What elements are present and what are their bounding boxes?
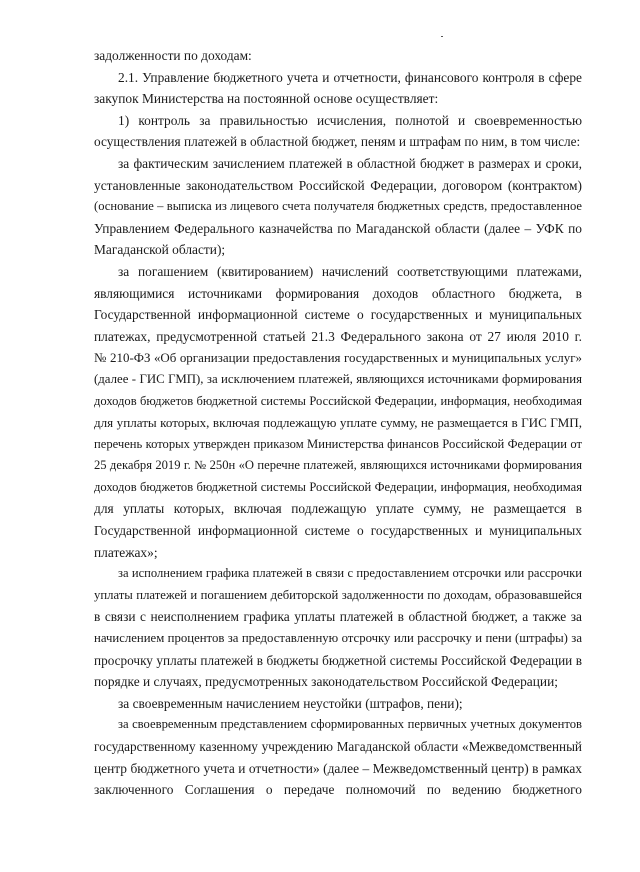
document-line: за фактическим зачислением платежей в областной бюджет в размерах и сроки, [118,155,582,171]
document-line: задолженности по доходам: [94,48,252,63]
document-line: за погашением (квитированием) начислений соответствующими платежами, [118,263,582,279]
document-line: Магаданской области); [94,242,226,258]
document-line: заключенного Соглашения о передаче полномочий по ведению бюджетного [94,782,582,798]
document-line: для уплаты которых, включая подлежащую уплате сумму, не размещается в [94,501,582,517]
document-line: установленные законодательством Российской Федерации, договором (контрактом) [94,177,582,193]
document-line: (основание – выписка из лицевого счета получателя бюджетных средств, предоставленное [94,199,582,214]
document-line: (далее - ГИС ГМП), за исключением платежей, являющихся источниками формирования [94,371,582,386]
document-line: уплаты платежей и погашением дебиторской задолженности по доходам, образовавшейся [94,587,582,602]
document-line: порядке и случаях, предусмотренных законодательством Российской Федерации; [94,674,558,690]
document-line: 1) контроль за правильностью исчисления, полнотой и своевременностью [118,112,582,128]
document-line: начислением процентов за предоставленную отсрочку или рассрочку и пени (штрафы) за [94,631,582,646]
document-line: Государственной информационной системе о государственных и муниципальных [94,307,582,323]
document-line: для уплаты которых, включая подлежащую уплате сумму, не размещается в ГИС ГМП, [94,415,582,431]
document-body [94,45,582,801]
document-line: доходов бюджетов бюджетной системы Российской Федерации, информация, необходимая [94,479,582,494]
document-line: платежах, предусмотренной статьей 21.3 Федерального закона от 27 июля 2010 г. [94,328,582,344]
document-line: Управлением Федерального казначейства по Магаданской области (далее – УФК по [94,220,582,236]
document-line: 25 декабря 2019 г. № 250н «О перечне платежей, являющихся источниками формирования [94,458,582,473]
document-line: просрочку уплаты платежей в бюджеты бюджетной системы Российской Федерации в [94,652,582,668]
document-line: закупок Министерства на постоянной основе осуществляет: [94,91,439,107]
document-line: перечень которых утвержден приказом Министерства финансов Российской Федерации от [94,436,582,451]
document-line: являющимися источниками формирования доходов областного бюджета, в [94,285,582,301]
document-line: центр бюджетного учета и отчетности» (далее – Межведомственный центр) в рамках [94,760,582,776]
document-line: № 210-ФЗ «Об организации предоставления государственных и муниципальных услуг» [94,350,582,366]
document-line: платежах»; [94,544,158,560]
document-line: за своевременным начислением неустойки (штрафов, пени); [118,695,463,711]
document-line: Государственной информационной системе о государственных и муниципальных [94,523,582,539]
document-line: доходов бюджетов бюджетной системы Российской Федерации, информация, необходимая [94,393,582,408]
document-line: в связи с неисполнением графика уплаты платежей в областной бюджет, а также за [94,609,582,625]
document-line: 2.1. Управление бюджетного учета и отчетности, финансового контроля в сфере [118,69,582,85]
scan-speck [441,36,443,37]
document-line: за исполнением графика платежей в связи с предоставлением отсрочки или рассрочки [118,566,582,581]
document-line: за своевременным представлением сформированных первичных учетных документов [118,717,582,732]
document-line: осуществления платежей в областной бюджет, пеням и штрафам по ним, в том числе: [94,134,581,150]
document-line: государственному казенному учреждению Магаданской области «Межведомственный [94,739,582,754]
